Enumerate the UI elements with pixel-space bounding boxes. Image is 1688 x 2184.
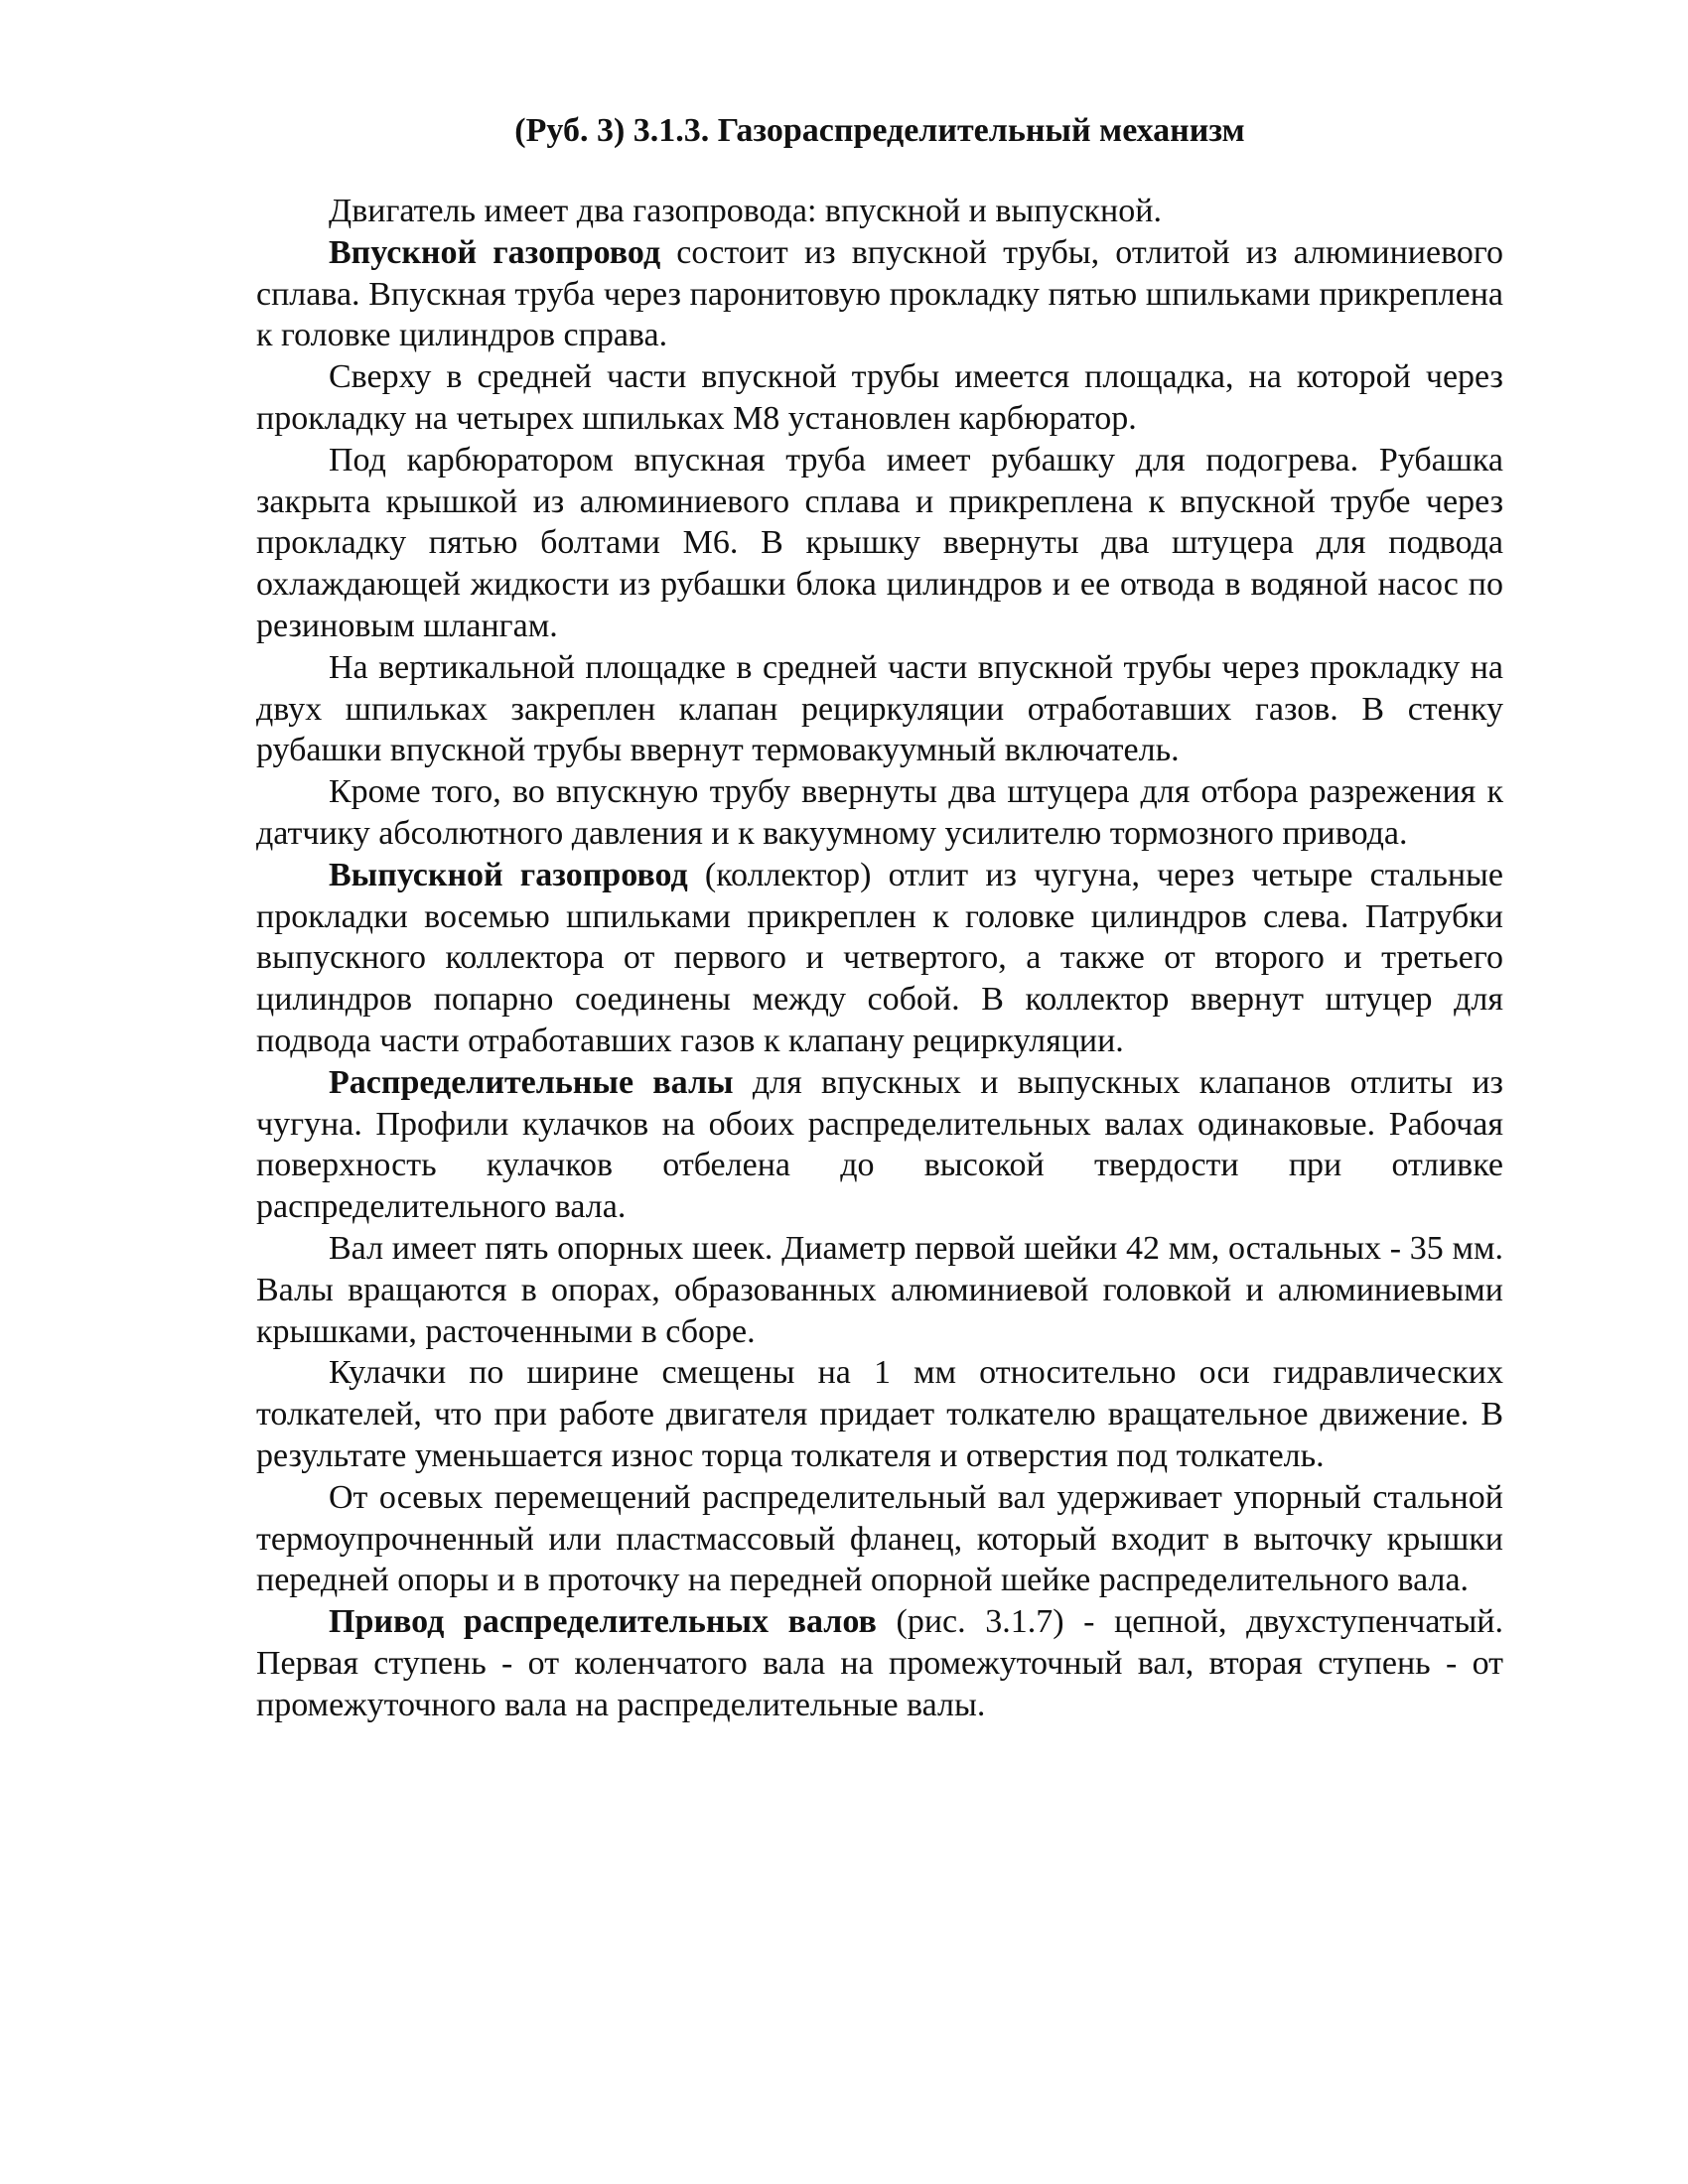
paragraph-text: для впускных и выпускных клапанов отлиты из чугуна. Профили кулачков на обоих распределительных валах одинаковые. Рабочая поверхность кулачков отбелена до высокой твердости при отливке распределительного вала. [256,1063,1503,1226]
paragraph-text: От осевых перемещений распределительный вал удерживает упорный стальной термоупрочненный или пластмассовый фланец, который входит в выточку крышки передней опоры и в проточку на передней опорной шейке распределительного вала. [256,1478,1503,1599]
paragraph-text: Двигатель имеет два газопровода: впускной и выпускной. [329,193,1162,229]
paragraph-text: состоит из впускной трубы, отлитой из алюминиевого сплава. Впускная труба через паронитовую прокладку пятью шпильками прикреплена к головке цилиндров справа. [256,233,1503,354]
paragraph-text: Кулачки по ширине смещены на 1 мм относительно оси гидравлических толкателей, что при работе двигателя придает толкателю вращательное движение. В результате уменьшается износ торца толкателя и отверстия под толкатель. [256,1354,1503,1474]
document-page [256,109,1503,1725]
term-intake-manifold: Впускной газопровод [329,233,661,271]
term-camshafts: Распределительные валы [329,1063,734,1101]
paragraph-camshaft-drive [256,1601,1503,1725]
page-title: (Руб. 3) 3.1.3. Газораспределительный механизм [514,112,1245,149]
paragraph-text: На вертикальной площадке в средней части впускной трубы через прокладку на двух шпильках закреплен клапан рециркуляции отработавших газов. В стенку рубашки впускной трубы ввернут термовакуумный включатель. [256,648,1503,769]
paragraph-text: (рис. 3.1.7) - цепной, двухступенчатый. Первая ступень - от коленчатого вала на промежуточный вал, вторая ступень - от промежуточного вала на распределительные валы. [256,1603,1504,1723]
paragraph-heating-jacket [256,440,1503,647]
paragraph-thrust-flange [256,1477,1503,1601]
paragraph-text: Сверху в средней части впускной трубы имеется площадка, на которой через прокладку на четырех шпильках М8 установлен карбюратор. [256,358,1503,437]
term-exhaust-manifold: Выпускной газопровод [329,856,688,893]
paragraph-text: (коллектор) отлит из чугуна, через четыре стальные прокладки восемью шпильками прикреплен к головке цилиндров слева. Патрубки выпускного коллектора от первого и четвертого, а также от второго и третьего цилиндров попарно соединены между собой. В коллектор ввернут штуцер для подвода части отработавших газов к клапану рециркуляции. [256,856,1503,1059]
paragraph-egr-valve [256,647,1503,771]
paragraph-shaft-journals [256,1228,1503,1352]
paragraph-intake-manifold [256,232,1503,356]
paragraph-text: Под карбюратором впускная труба имеет рубашку для подогрева. Рубашка закрыта крышкой из алюминиевого сплава и прикреплена к впускной трубе через прокладку пятью болтами М6. В крышку ввернуты два штуцера для подвода охлаждающей жидкости из рубашки блока цилиндров и ее отвода в водяной насос по резиновым шлангам. [256,441,1503,644]
paragraph-cam-offset [256,1352,1503,1476]
paragraph-camshafts [256,1062,1503,1228]
paragraph-gas-pipelines-intro [256,191,1503,232]
paragraph-exhaust-manifold [256,855,1503,1062]
paragraph-vacuum-fittings [256,771,1503,855]
term-camshaft-drive: Привод распределительных валов [329,1603,877,1641]
paragraph-text: Кроме того, во впускную трубу ввернуты два штуцера для отбора разрежения к датчику абсолютного давления и к вакуумному усилителю тормозного привода. [256,773,1503,852]
paragraph-carburetor-mount [256,356,1503,440]
paragraph-text: Вал имеет пять опорных шеек. Диаметр первой шейки 42 мм, остальных - 35 мм. Валы вращаются в опорах, образованных алюминиевой головкой и алюминиевыми крышками, расточенными в сборе. [256,1229,1503,1350]
